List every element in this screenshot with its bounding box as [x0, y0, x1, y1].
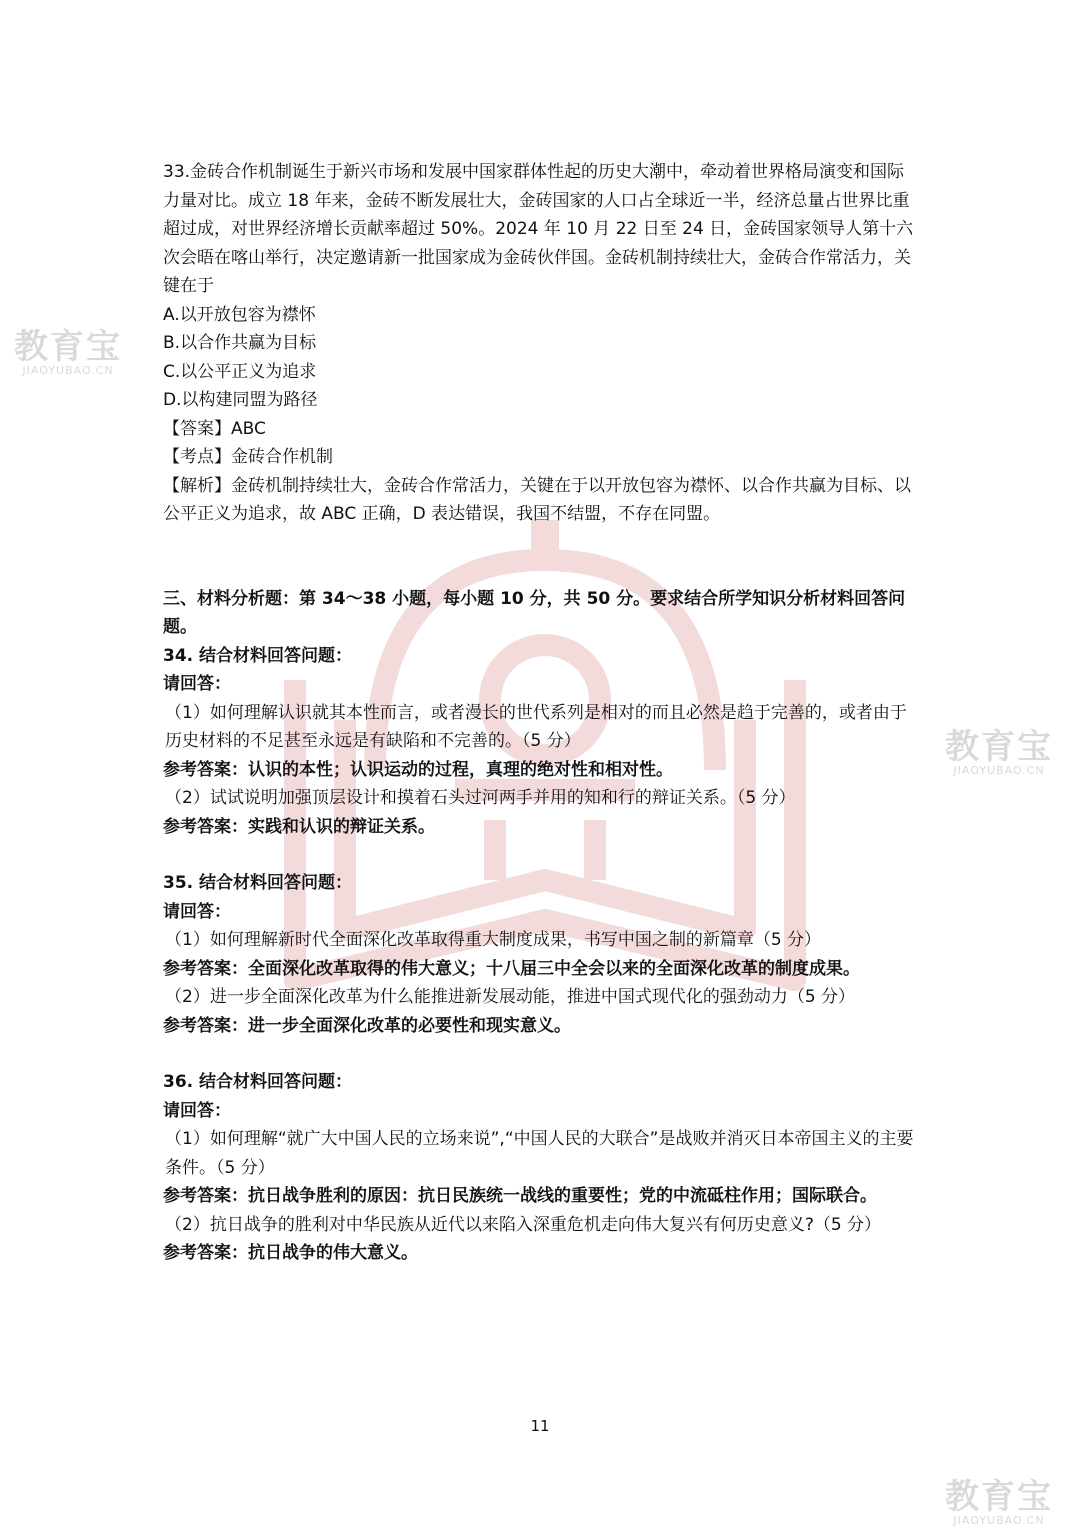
q33-option-d: D.以构建同盟为路径: [163, 390, 318, 410]
q36-title: 36. 结合材料回答问题：: [163, 1072, 353, 1092]
q33-option-a: A.以开放包容为襟怀: [163, 304, 316, 325]
q35-answer1: 参考答案：全面深化改革取得的伟大意义；十八届三中全会以来的全面深化改革的制度成果。: [163, 958, 860, 979]
q34-answer2: 参考答案：实践和认识的辩证关系。: [163, 816, 435, 837]
q36-sub2: （2）抗日战争的胜利对中华民族从近代以来陷入深重危机走向伟大复兴有何历史意义?（5 分）: [165, 1214, 882, 1235]
q33-option-b: B.以合作共赢为目标: [163, 333, 317, 353]
q35-prompt: 请回答：: [163, 901, 231, 922]
q36-sub1: （1）如何理解“就广大中国人民的立场来说”,“中国人民的大联合”是战败并消灭日本帝国主义的主要条件。（5 分）: [165, 1129, 914, 1178]
page-number: 11: [530, 1417, 550, 1435]
q34-title: 34. 结合材料回答问题：: [163, 645, 353, 666]
q35-sub2: （2）进一步全面深化改革为什么能推进新发展动能，推进中国式现代化的强劲动力（5 分）: [165, 987, 856, 1007]
q34-prompt: 请回答：: [163, 674, 231, 694]
section-heading: 三、材料分析题：第 34～38 小题，每小题 10 分，共 50 分。要求结合所学知识分析材料回答问题。: [163, 588, 906, 637]
watermark-bottom-right: 教育宝 JIAOYUBAO.CN: [945, 1477, 1053, 1527]
q33-stem: 33.金砖合作机制诞生于新兴市场和发展中国家群体性起的历史大潮中，牵动着世界格局演变和国际力量对比。成立 18 年来，金砖不断发展壮大，金砖国家的人口占全球近一半，经济总量占世界比重超过成，对世界经济增长贡献率超过 50%。2024 年 10 月 22 日至 24 日，金砖国家领导人第十六次会晤在喀山举行，决定邀请新一批国家成为金砖伙伴国。金砖机制持续壮大，金砖合作常活力，关键在于: [163, 162, 914, 296]
q34-answer1: 参考答案：认识的本性；认识运动的过程，真理的绝对性和相对性。: [163, 759, 673, 780]
watermark-right: 教育宝 JIAOYUBAO.CN: [945, 727, 1053, 777]
q36-prompt: 请回答：: [163, 1100, 231, 1121]
q35-answer2: 参考答案：进一步全面深化改革的必要性和现实意义。: [163, 1015, 571, 1036]
q36-answer2: 参考答案：抗日战争的伟大意义。: [163, 1243, 418, 1263]
q35-sub1: （1）如何理解新时代全面深化改革取得重大制度成果，书写中国之制的新篇章（5 分）: [165, 930, 822, 950]
q33-analysis: 【解析】金砖机制持续壮大，金砖合作常活力，关键在于以开放包容为襟怀、以合作共赢为目标、以公平正义为追求，故 ABC 正确，D 表达错误，我国不结盟，不存在同盟。: [163, 475, 911, 524]
watermark-left: 教育宝 JIAOYUBAO.CN: [14, 327, 122, 377]
page-content: [163, 158, 919, 1268]
q33-point: 【考点】金砖合作机制: [163, 447, 333, 467]
q34-sub1: （1）如何理解认识就其本性而言，或者漫长的世代系列是相对的而且必然是趋于完善的，或者由于历史材料的不足甚至永远是有缺陷和不完善的。（5 分）: [165, 702, 907, 751]
q33-answer: 【答案】ABC: [163, 418, 266, 439]
q36-answer1: 参考答案：抗日战争胜利的原因：抗日民族统一战线的重要性；党的中流砥柱作用；国际联合。: [163, 1186, 877, 1206]
q33-option-c: C.以公平正义为追求: [163, 361, 317, 382]
q35-title: 35. 结合材料回答问题：: [163, 873, 353, 893]
q34-sub2: （2）试试说明加强顶层设计和摸着石头过河两手并用的知和行的辩证关系。（5 分）: [165, 788, 796, 808]
